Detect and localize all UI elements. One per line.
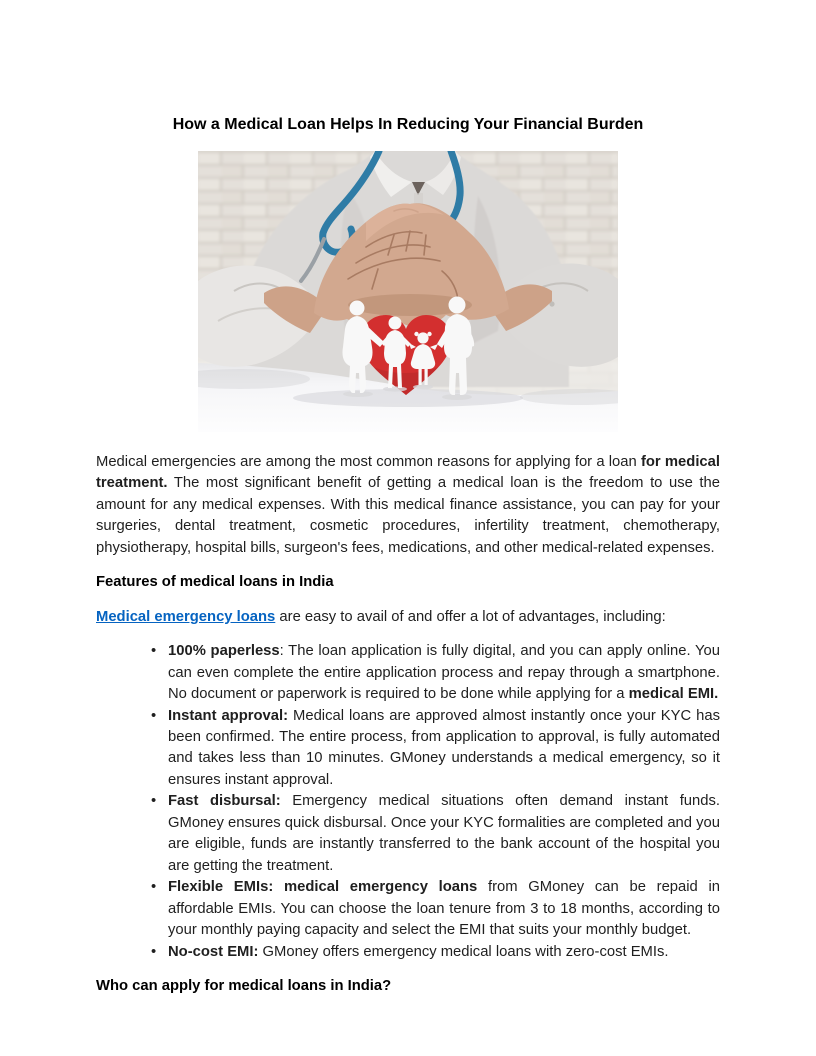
link-paragraph <box>96 607 720 628</box>
page-title: How a Medical Loan Helps In Reducing Your Financial Burden <box>172 116 644 133</box>
bullet-lead: 100% paperless <box>168 643 280 660</box>
list-item-fast-disbursal <box>96 791 720 877</box>
intro-bold-phrase: for medical treatment. <box>96 454 720 492</box>
bullet-lead: Instant approval: <box>168 707 289 724</box>
link-paragraph-rest: are easy to avail of and offer a lot of advantages, including: <box>275 608 666 625</box>
features-list <box>96 641 720 963</box>
bullet-body: Medical loans are approved almost instantly once your KYC has been confirmed. The entire process, from application to approval, is fully automated and takes less than 10 minutes. GMoney understands a medical emergency, so it ensures instant approval. <box>168 707 721 788</box>
bullet-body: : The loan application is fully digital, and you can apply online. You can even complete the entire application process and repay through a smartphone. No document or paperwork is required to be done while applying for a <box>168 643 720 703</box>
who-can-apply-heading: Who can apply for medical loans in India? <box>96 977 392 994</box>
bullet-lead: Flexible EMIs: medical emergency loans <box>168 879 478 896</box>
bullet-lead: Fast disbursal: <box>168 793 281 810</box>
bullet-body: from GMoney can be repaid in affordable EMIs. You can choose the loan tenure from 3 to 18 months, according to your monthly paying capacity and select the EMI that suits your monthly budget. <box>168 879 720 939</box>
bullet-tail: medical EMI. <box>628 686 719 703</box>
intro-text-1: Medical emergencies are among the most common reasons for applying for a loan <box>96 454 641 470</box>
doctor-protecting-paper-family-illustration <box>198 151 618 432</box>
list-item-instant-approval <box>96 706 720 792</box>
hero-image <box>198 151 618 432</box>
bullet-body: GMoney offers emergency medical loans with zero-cost EMIs. <box>258 943 669 960</box>
list-item-no-cost-emi <box>96 942 720 963</box>
intro-text-2: The most significant benefit of getting a medical loan is the freedom to use the amount for any medical expenses. With this medical finance assistance, you can pay for your surgeries, dental treatment, cosmetic procedures, infertility treatment, chemotherapy, physiotherapy, hospital bills, surgeon's fees, medications, and other medical-related expenses. <box>96 475 720 556</box>
list-item-flexible-emis <box>96 877 720 941</box>
bullet-lead: No-cost EMI: <box>168 943 259 960</box>
bullet-body: Emergency medical situations often demand instant funds. GMoney ensures quick disbursal. Once your KYC formalities are completed and you are eligible, funds are instantly transferred to the bank account of the hospital you are getting the treatment. <box>168 793 720 874</box>
medical-emergency-loans-link[interactable]: Medical emergency loans <box>96 608 276 625</box>
intro-paragraph <box>96 452 720 559</box>
features-heading: Features of medical loans in India <box>96 574 334 591</box>
list-item-paperless <box>96 641 720 705</box>
